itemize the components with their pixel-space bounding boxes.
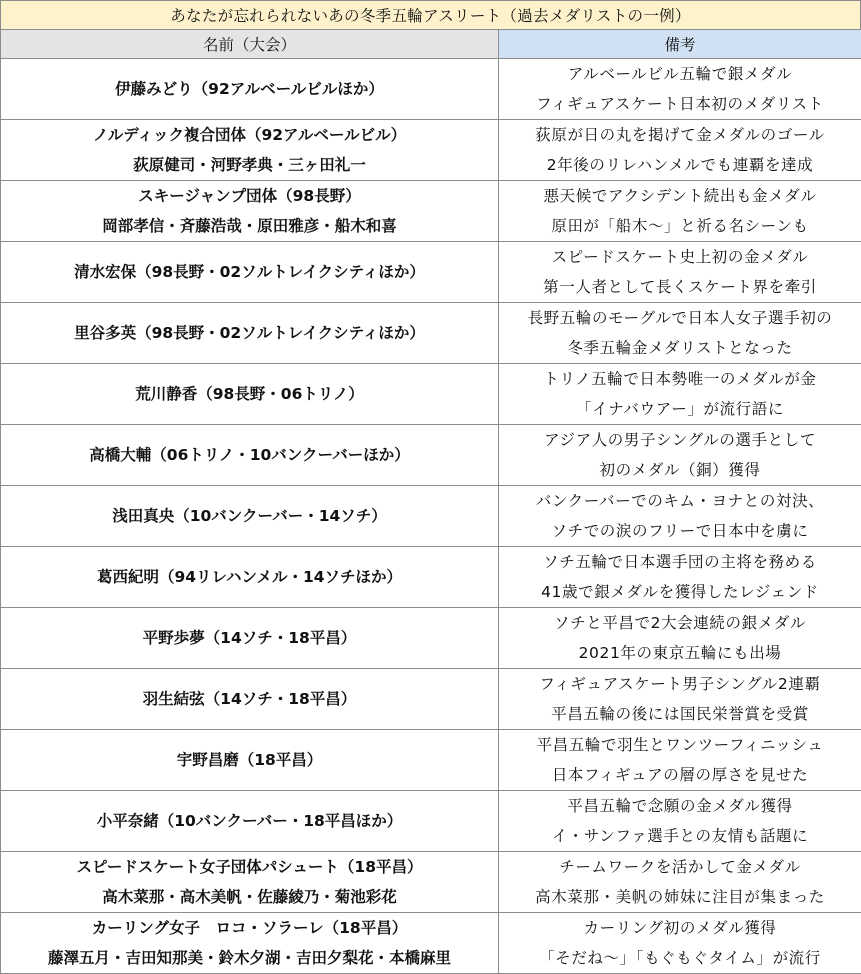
note-line: 初のメダル（銅）獲得 (499, 455, 861, 485)
note-cell[interactable] (499, 730, 861, 791)
note-line: バンクーバーでのキム・ヨナとの対決、 (499, 486, 861, 516)
note-cell[interactable] (499, 303, 861, 364)
athlete-name-line: 平野歩夢（14ソチ・18平昌） (1, 623, 498, 653)
note-line: アジア人の男子シングルの選手として (499, 425, 861, 455)
athlete-name-line: 宇野昌磨（18平昌） (1, 745, 498, 775)
note-line: 2021年の東京五輪にも出場 (499, 638, 861, 668)
note-cell[interactable] (499, 547, 861, 608)
note-cell[interactable] (499, 791, 861, 852)
note-line: 原田が「船木～」と祈る名シーンも (499, 211, 861, 241)
note-cell[interactable] (499, 425, 861, 486)
note-line: 「イナバウアー」が流行語に (499, 394, 861, 424)
table-row (1, 486, 861, 547)
note-line: 日本フィギュアの層の厚さを見せた (499, 760, 861, 790)
athlete-name-line: 高木菜那・高木美帆・佐藤綾乃・菊池彩花 (1, 882, 498, 912)
note-cell[interactable] (499, 852, 861, 913)
athlete-name-line: 浅田真央（10バンクーバー・14ソチ） (1, 501, 498, 531)
athlete-name-line: 伊藤みどり（92アルベールビルほか） (1, 74, 498, 104)
athlete-name-cell[interactable] (1, 59, 499, 120)
note-line: 「そだね～」「もぐもぐタイム」が流行 (499, 943, 861, 973)
athlete-name-cell[interactable] (1, 486, 499, 547)
table-row (1, 852, 861, 913)
athlete-name-line: 葛西紀明（94リレハンメル・14ソチほか） (1, 562, 498, 592)
note-line: 第一人者として長くスケート界を牽引 (499, 272, 861, 302)
table-row (1, 181, 861, 242)
note-cell[interactable] (499, 59, 861, 120)
athlete-name-cell[interactable] (1, 730, 499, 791)
athlete-name-line: 岡部孝信・斉藤浩哉・原田雅彦・船木和喜 (1, 211, 498, 241)
athlete-name-cell[interactable] (1, 364, 499, 425)
athlete-name-cell[interactable] (1, 120, 499, 181)
table-row (1, 242, 861, 303)
table-title: あなたが忘れられないあの冬季五輪アスリート（過去メダリストの一例） (0, 0, 861, 29)
athlete-name-line: カーリング女子 ロコ・ソラーレ（18平昌） (1, 913, 498, 943)
table-row (1, 120, 861, 181)
athlete-name-line: スキージャンプ団体（98長野） (1, 181, 498, 211)
note-line: ソチ五輪で日本選手団の主将を務める (499, 547, 861, 577)
table-row (1, 913, 861, 974)
note-line: 長野五輪のモーグルで日本人女子選手初の (499, 303, 861, 333)
athlete-name-line: 羽生結弦（14ソチ・18平昌） (1, 684, 498, 714)
athlete-name-line: 清水宏保（98長野・02ソルトレイクシティほか） (1, 257, 498, 287)
note-line: 荻原が日の丸を掲げて金メダルのゴール (499, 120, 861, 150)
table-row (1, 608, 861, 669)
note-line: カーリング初のメダル獲得 (499, 913, 861, 943)
note-cell[interactable] (499, 486, 861, 547)
athlete-name-cell[interactable] (1, 669, 499, 730)
note-line: ソチでの涙のフリーで日本中を虜に (499, 516, 861, 546)
note-line: 悪天候でアクシデント続出も金メダル (499, 181, 861, 211)
table-row (1, 425, 861, 486)
athlete-name-cell[interactable] (1, 242, 499, 303)
note-line: 平昌五輪の後には国民栄誉賞を受賞 (499, 699, 861, 729)
note-line: フィギュアスケート日本初のメダリスト (499, 89, 861, 119)
athlete-name-cell[interactable] (1, 852, 499, 913)
note-line: 2年後のリレハンメルでも連覇を達成 (499, 150, 861, 180)
note-line: フィギュアスケート男子シングル2連覇 (499, 669, 861, 699)
table-row (1, 303, 861, 364)
header-row (1, 30, 861, 59)
note-cell[interactable] (499, 181, 861, 242)
athlete-name-line: 荒川静香（98長野・06トリノ） (1, 379, 498, 409)
note-cell[interactable] (499, 608, 861, 669)
note-cell[interactable] (499, 242, 861, 303)
note-line: イ・サンファ選手との友情も話題に (499, 821, 861, 851)
note-line: アルベールビル五輪で銀メダル (499, 59, 861, 89)
athlete-name-cell[interactable] (1, 303, 499, 364)
note-cell[interactable] (499, 669, 861, 730)
athlete-name-cell[interactable] (1, 181, 499, 242)
athletes-table (0, 29, 861, 974)
note-line: 平昌五輪で羽生とワンツーフィニッシュ (499, 730, 861, 760)
athlete-name-cell[interactable] (1, 547, 499, 608)
column-header-note[interactable]: 備考 (499, 30, 861, 59)
athlete-name-cell[interactable] (1, 913, 499, 974)
athlete-name-line: スピードスケート女子団体パシュート（18平昌） (1, 852, 498, 882)
table-row (1, 364, 861, 425)
note-line: スピードスケート史上初の金メダル (499, 242, 861, 272)
athlete-name-line: ノルディック複合団体（92アルベールビル） (1, 120, 498, 150)
note-line: 高木菜那・美帆の姉妹に注目が集まった (499, 882, 861, 912)
table-row (1, 669, 861, 730)
note-line: チームワークを活かして金メダル (499, 852, 861, 882)
athlete-name-cell[interactable] (1, 791, 499, 852)
note-line: ソチと平昌で2大会連続の銀メダル (499, 608, 861, 638)
athlete-name-line: 里谷多英（98長野・02ソルトレイクシティほか） (1, 318, 498, 348)
note-line: トリノ五輪で日本勢唯一のメダルが金 (499, 364, 861, 394)
table-row (1, 547, 861, 608)
note-cell[interactable] (499, 913, 861, 974)
note-cell[interactable] (499, 120, 861, 181)
athlete-name-line: 藤澤五月・吉田知那美・鈴木夕湖・吉田夕梨花・本橋麻里 (1, 943, 498, 973)
athlete-name-cell[interactable] (1, 608, 499, 669)
note-line: 41歳で銀メダルを獲得したレジェンド (499, 577, 861, 607)
note-cell[interactable] (499, 364, 861, 425)
note-line: 冬季五輪金メダリストとなった (499, 333, 861, 363)
table-row (1, 791, 861, 852)
table-row (1, 59, 861, 120)
athlete-name-line: 荻原健司・河野孝典・三ヶ田礼一 (1, 150, 498, 180)
note-line: 平昌五輪で念願の金メダル獲得 (499, 791, 861, 821)
athlete-name-line: 高橋大輔（06トリノ・10バンクーバーほか） (1, 440, 498, 470)
table-row (1, 730, 861, 791)
column-header-name[interactable]: 名前（大会） (1, 30, 499, 59)
athlete-name-line: 小平奈緒（10バンクーバー・18平昌ほか） (1, 806, 498, 836)
athlete-name-cell[interactable] (1, 425, 499, 486)
